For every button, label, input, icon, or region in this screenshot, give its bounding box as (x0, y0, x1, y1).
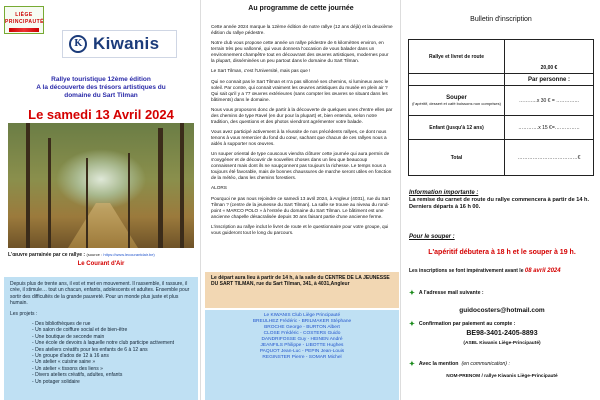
price-value[interactable]: ………………………………€ (505, 140, 594, 176)
sponsor-line (8, 252, 194, 258)
table-row (409, 40, 594, 74)
charity-intro: Depuis plus de trente ans, il est et met en mouvement. Il rassemble, il rassure, il crée, il stimule… tout un chacun, enfants, adolescents et adultes. Ensemble pour sortir des difficultés de la grande pauvreté. Pour un monde plus juste et plus humain. (10, 281, 190, 307)
program-paragraph: Vous avez participé activement à la réussite de nos précédents rallyes, ce dont nous tenons à vous remercier du fond du cœur, sachant que chacun de ces rallyes nous a aidés à supporter nos œuvres. (211, 128, 387, 146)
list-item: - Une école de devoirs à laquelle notre club participe activement (32, 340, 192, 346)
left-column (0, 0, 200, 400)
member-row: DANDRIFOSSE Guy - HEINEN André (261, 337, 343, 342)
kiwanis-wordmark: Kiwanis (93, 34, 160, 53)
member-row: REGINSTER Pierre - SOMAR Michel (262, 355, 342, 360)
price-table (408, 39, 594, 176)
logo-stripe (9, 28, 39, 32)
price-value: 20,00 € (505, 40, 594, 74)
price-label: Total (409, 140, 505, 176)
deadline-date: 08 avril 2024 (524, 268, 561, 274)
mention-label-row (409, 360, 595, 368)
table-row (409, 74, 594, 86)
program-paragraph: Nous vous proposons donc de partir à la découverte de quelques unes d'entre elles par des chemins de type Ravel (en dur pour la plupart) et, bien entendu, selon notre tradition, des questions et des photos viendront agrémenter votre balade. (211, 106, 393, 124)
iban-number: BE98-3401-2405-8893 (466, 330, 538, 337)
bulletin-title: Bulletin d'inscription (470, 16, 532, 23)
table-row (409, 140, 594, 176)
registration-deadline (409, 268, 595, 274)
list-item: - Un groupe d'ados de 12 à 16 ans (32, 353, 192, 359)
payment-label-row (409, 320, 595, 328)
member-row: CLOSE Frédéric - COSTERS Guido (263, 331, 341, 336)
club-title: Le KIWANIS Club Liège Principauté (263, 313, 341, 318)
list-item: - Un atelier « tissons des liens » (32, 366, 192, 372)
forest-path-photo (8, 123, 194, 248)
program-paragraph: ALORS (211, 185, 227, 191)
event-title-line3: domaine du Sart Tilman (64, 92, 138, 99)
star-bullet-icon: ✦ (409, 321, 415, 328)
right-column (400, 0, 600, 400)
member-row: BROCHE George - BURTON Albert (264, 325, 340, 330)
contact-block (409, 289, 595, 301)
star-bullet-icon: ✦ (409, 361, 415, 368)
payment-label: Confirmation par paiement au compte : (418, 321, 516, 327)
souper-heading: Pour le souper : (409, 234, 455, 240)
program-paragraph: Le Sart Tilman, c'est l'Université, mais pas que ! (211, 68, 311, 74)
souper-label: Souper (446, 95, 467, 101)
list-item: - Des ateliers créatifs pour les enfants de 6 à 12 ans (32, 347, 192, 353)
projects-list (32, 321, 192, 385)
member-row: PAQUOT Jean-Luc - PEPIN Jean-Louis (259, 349, 345, 354)
charity-description (4, 277, 198, 400)
liege-principaute-logo (4, 6, 44, 34)
email-label-row (409, 289, 595, 297)
event-title-line2: A la découverte des trésors artistiques du (36, 84, 166, 91)
deadline-text: Les inscriptions se font impérativement avant le (409, 268, 524, 274)
souper-sub-label: (l'apéritif, dessert et café boissons non comprises) (412, 101, 501, 106)
price-value[interactable]: …………x 15 €=…………… (505, 116, 594, 140)
souper-time (409, 249, 595, 256)
middle-column (200, 0, 400, 400)
kiwanis-seal-icon: K (69, 35, 87, 53)
info-heading: Information importante : (409, 190, 479, 196)
meeting-point-text: Le départ aura lieu à partir de 14 h, à la salle du CENTRE DE LA JEUNESSE DU SART TILMAN, rue du Sart Tilman, 341, à 4031,Angleur (211, 275, 390, 288)
table-row (409, 116, 594, 140)
mention-block (409, 360, 595, 372)
info-body: La remise du carnet de route du rallye commencera à partir de 14 h. Derniers départs à 16 h 00. (409, 197, 589, 210)
club-members-box (205, 310, 399, 400)
souper-time-text: L'apéritif débutera à 18 h et le souper à 19 h. (428, 249, 576, 256)
sponsor-name: Le Courant d'Air (77, 261, 125, 267)
price-label (409, 74, 505, 86)
email-address[interactable]: guidocosters@hotmail.com (459, 307, 545, 314)
kiwanis-logo (62, 30, 177, 58)
price-label (409, 86, 505, 116)
list-item: - Divers ateliers créatifs, adultes, enfants (32, 372, 192, 378)
sponsor-label: L'œuvre parrainée par ce rallye : (8, 252, 86, 258)
event-date: Le samedi 13 Avril 2024 (28, 107, 174, 122)
email-label: A l'adresse mail suivante : (418, 290, 484, 296)
program-title: Au programme de cette journée (248, 5, 354, 12)
meeting-point-box (205, 272, 399, 308)
projects-label: Les projets : (10, 310, 38, 317)
asbl-name: (ASBL Kiwanis Liège-Principauté) (463, 341, 541, 346)
program-paragraph: Pourquoi ne pas nous rejoindre ce samedi 13 avril 2024, à Angleur (4031), rue du Sart Tilman ? (centre de la jeunesse du Sart Tilman). La salle se trouve au niveau du rond-point « MARCO POLO » à l'entrée du domaine du Sart Tilman. Le bâtiment est une ancienne chapelle désacralisée depuis 30 ans faisant partie d'une ancienne ferme. (211, 195, 391, 219)
program-paragraph: Cette année 2024 marque la 12ème édition de notre rallye (12 ans déjà) et la deuxième édition du rallye pédestre. (211, 24, 393, 35)
list-item: - Des bibliothèques de rue (32, 321, 192, 327)
program-body (211, 24, 393, 240)
event-title (8, 76, 194, 100)
list-item: - Une boutique de seconde main (32, 334, 192, 340)
event-title-line1: Rallye touristique 12ème édition (51, 76, 151, 83)
member-row: JEANFILS Philippe - LIBOTTE Hughes (260, 343, 344, 348)
list-item: - Un atelier « cuisine saine » (32, 359, 192, 365)
program-paragraph: Notre club vous propose cette année un rallye pédestre de 6 kilomètres environ, en terrain très peu vallonné, qui vous donnera l'occasion de vous balader dans un environnement champêtre tout en découvrant des œuvres artistiques, modernes pour la plupart, disséminées un peu partout dans le domaine du Sart Tilman. (211, 40, 389, 64)
star-bullet-icon: ✦ (409, 290, 415, 297)
price-label: Rallye et livret de route (409, 40, 505, 74)
program-paragraph: Un souper oriental de type couscous viendra clôturer cette journée qui aura permis de s'oxygéner et de découvrir de nouvelles choses dans un lieu que beaucoup connaissent mais dont ils ne soupçonnent pas toujours la richesse. Le temps nous a toujours été favorable, mais de bonnes chaussures de marche seront utiles en fonction de la météo, dans les chemins forestiers. (211, 151, 392, 181)
price-value[interactable]: ………..x 30 € = ………….. (505, 86, 594, 116)
list-item: - Un potager solidaire (32, 379, 192, 385)
price-value: Par personne : (505, 74, 594, 86)
mention-note: (en communication) : (461, 361, 510, 367)
mention-label: Avec la mention (418, 361, 459, 367)
list-item: - Un salon de coiffure social et de bien-être (32, 327, 192, 333)
logo-text: LIÈGE PRINCIPAUTÉ (5, 12, 45, 25)
member-row: BREULHEZ Frédéric - BRILMAKER Stéphane (252, 319, 352, 324)
price-label: Enfant (jusqu'à 12 ans) (409, 116, 505, 140)
table-row (409, 86, 594, 116)
mention-value: NOM-PRENOM / rallye Kiwanis Liège-Principauté (446, 374, 558, 379)
sponsor-link[interactable]: https://www.lecourantdair.be) (103, 252, 155, 257)
program-paragraph: L'inscription au rallye inclut le livret de route et le questionnaire pour votre groupe, qui vous guideront tout le long du parcours. (211, 223, 389, 235)
program-paragraph: Qui ne connait pas le Sart Tilman et n'a pas sillonné ses chemins, si lumineux avec le soleil. Par contre, qui connait vraiment les œuvres artistiques du musée en plein air ? Qui sait qu'il y a 77 œuvres extérieures (sans compter les œuvres se situant dans les bâtiments) dans le domaine. (211, 78, 389, 102)
sponsor-note: (source : (86, 252, 103, 257)
